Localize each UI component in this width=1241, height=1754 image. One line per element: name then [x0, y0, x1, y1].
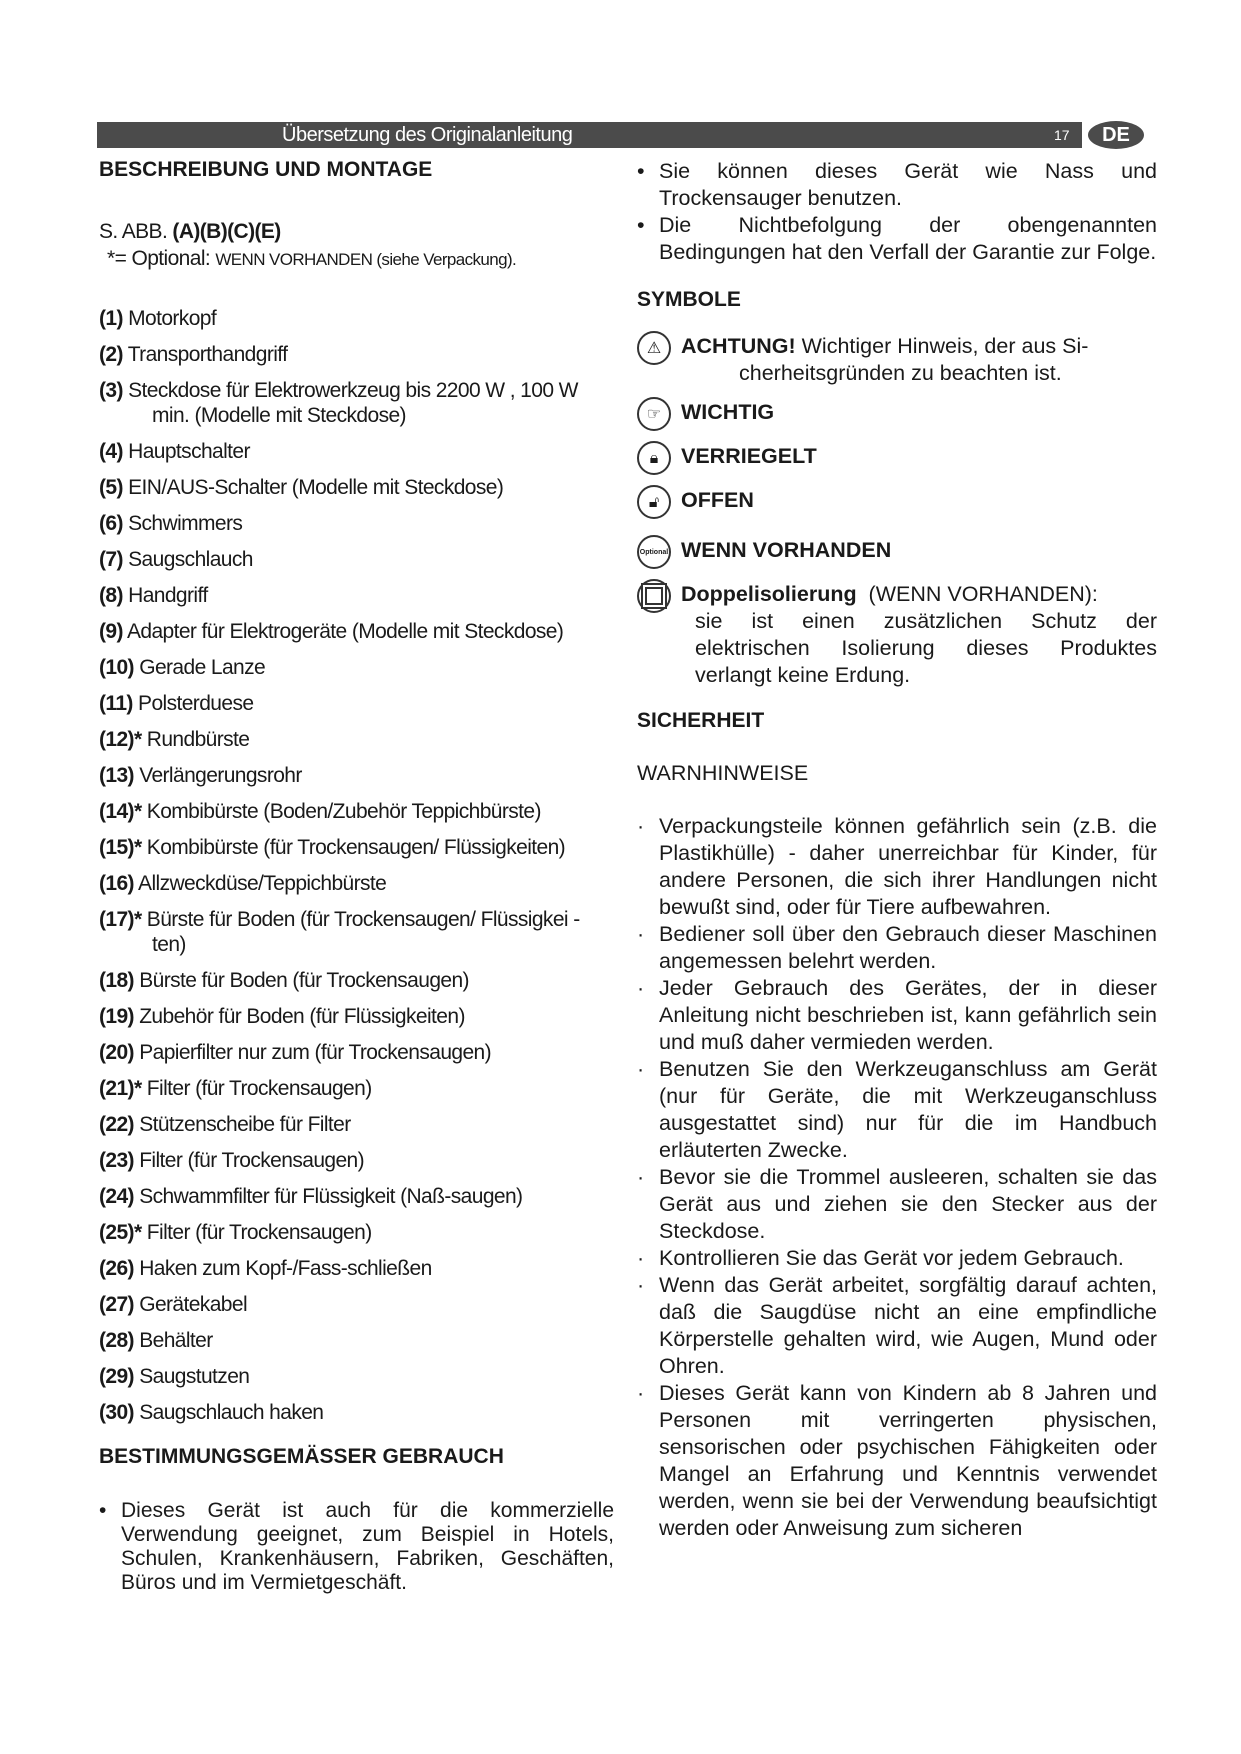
item-label: Schwammfilter für Flüssigkeit (Naß-saugen) — [139, 1185, 523, 1208]
parts-list-item — [99, 727, 614, 752]
item-number: (27) — [99, 1293, 134, 1316]
symbol-label: ACHTUNG! — [681, 334, 796, 358]
warnings-heading: WARNHINWEISE — [637, 761, 809, 785]
symbols-list — [637, 331, 1157, 689]
symbol-wichtig — [637, 397, 1157, 431]
warning-triangle-icon: ⚠ — [637, 331, 671, 365]
item-label: Adapter für Elektrogeräte (Modelle mit Steckdose) — [126, 620, 564, 643]
item-number: (12)* — [99, 728, 142, 751]
item-label: Polsterduese — [138, 692, 254, 715]
parts-list-item — [99, 475, 614, 500]
item-number: (5) — [99, 476, 123, 499]
item-number: (6) — [99, 512, 123, 535]
page-number: 17 — [1054, 127, 1070, 143]
item-label-cont: min. (Modelle mit Steckdose) — [152, 404, 406, 427]
item-label: Saugschlauch haken — [139, 1401, 324, 1424]
parts-list-item — [99, 835, 614, 860]
symbol-verriegelt — [637, 441, 1157, 475]
language-badge: DE — [1088, 121, 1144, 149]
pointing-hand-icon: ☞ — [637, 397, 671, 431]
bullet-text: Dieses Gerät ist auch für die kommerzielle Verwendung geeignet, zum Beispiel in Hotels, Schulen, Krankenhäusern, Fabriken, Geschäften, Büros und im Vermietgeschäft. — [121, 1499, 614, 1594]
symbol-offen — [637, 485, 1157, 519]
warning-text: Jeder Gebrauch des Gerätes, der in dieser Anleitung nicht beschrieben ist, kann gefährlich sein und muß daher vermieden werden. — [659, 976, 1157, 1054]
item-label: EIN/AUS-Schalter (Modelle mit Steckdose) — [128, 476, 504, 499]
warning-text: Wenn das Gerät arbeitet, sorgfältig darauf achten, daß die Saugdüse nicht an eine empfindliche Körperstelle gehalten wird, wie Augen, Mund oder Ohren. — [659, 1273, 1157, 1378]
optional-prefix: *= Optional: — [107, 247, 216, 270]
item-number: (7) — [99, 548, 123, 571]
intro-bullet: • Die Nichtbefolgung der obengenannten Bedingungen hat den Verfall der Garantie zur Folge. — [637, 213, 1157, 264]
warning-text: Dieses Gerät kann von Kindern ab 8 Jahren und Personen mit verringerten physischen, sensorischen oder psychischen Fähigkeiten oder Mangel an Erfahrung und Kenntnis verwendet werden, wenn sie bei der Verwendung beaufsichtigt werden oder Anweisung zum sicheren — [659, 1381, 1157, 1540]
optional-text: WENN VORHANDEN (siehe Verpackung). — [215, 250, 517, 269]
item-label: Verlängerungsrohr — [139, 764, 302, 787]
parts-list-item — [99, 907, 614, 957]
symbol-doppelisolierung — [637, 579, 1157, 689]
item-number: (24) — [99, 1185, 134, 1208]
item-number: (28) — [99, 1329, 134, 1352]
item-label: Papierfilter nur zum (für Trockensaugen) — [139, 1041, 492, 1064]
item-number: (26) — [99, 1257, 134, 1280]
symbol-label: WENN VORHANDEN — [681, 538, 892, 562]
left-column — [99, 158, 614, 1595]
parts-list-item — [99, 1292, 614, 1317]
item-label: Bürste für Boden (für Trockensaugen) — [139, 969, 469, 992]
parts-list-item — [99, 619, 614, 644]
item-label: Rundbürste — [146, 728, 250, 751]
use-bullet: • Dieses Gerät ist auch für die kommerzielle Verwendung geeignet, zum Beispiel in Hotels, Schulen, Krankenhäusern, Fabriken, Geschäften, Büros und im Vermietgeschäft. — [99, 1499, 614, 1594]
item-number: (8) — [99, 584, 123, 607]
parts-list-item — [99, 968, 614, 993]
item-number: (1) — [99, 307, 123, 330]
item-number: (13) — [99, 764, 134, 787]
parts-list-item — [99, 1364, 614, 1389]
item-number: (19) — [99, 1005, 134, 1028]
item-number: (21)* — [99, 1077, 142, 1100]
double-insulation-icon — [637, 579, 671, 613]
parts-list-item — [99, 1400, 614, 1425]
lock-open-icon: 🔓︎ — [637, 485, 671, 519]
ref-figures: (A)(B)(C)(E) — [172, 220, 281, 243]
item-number: (2) — [99, 343, 123, 366]
lock-closed-icon: 🔒︎ — [637, 441, 671, 475]
parts-list-item — [99, 583, 614, 608]
warning-item: · Benutzen Sie den Werkzeuganschluss am Gerät (nur für Geräte, die mit Werkzeuganschluss ausgestattet sind) nur für die im Handbuch erläuterten Zwecke. — [637, 1057, 1157, 1162]
item-label: Schwimmers — [128, 512, 243, 535]
item-number: (11) — [99, 692, 133, 715]
item-number: (4) — [99, 440, 123, 463]
intro-bullets — [637, 158, 1157, 266]
warning-item: · Kontrollieren Sie das Gerät vor jedem Gebrauch. — [637, 1245, 1157, 1272]
warning-text: Bevor sie die Trommel ausleeren, schalten sie das Gerät aus und ziehen sie den Stecker aus der Steckdose. — [659, 1165, 1157, 1243]
parts-list-item — [99, 342, 614, 367]
item-number: (3) — [99, 379, 123, 402]
right-column — [637, 158, 1157, 1542]
parts-list-item — [99, 378, 614, 428]
symbol-achtung — [637, 331, 1157, 387]
item-number: (18) — [99, 969, 134, 992]
parts-list-item — [99, 1076, 614, 1101]
item-number: (20) — [99, 1041, 134, 1064]
item-label: Filter (für Trockensaugen) — [146, 1077, 372, 1100]
item-label: Motorkopf — [128, 307, 217, 330]
warnings-list — [637, 813, 1157, 1542]
parts-list-item — [99, 1184, 614, 1209]
item-label: Kombibürste (Boden/Zubehör Teppichbürste) — [146, 800, 541, 823]
item-label: Filter (für Trockensaugen) — [139, 1149, 365, 1172]
item-label-cont: ten) — [152, 933, 186, 956]
item-number: (16) — [99, 872, 134, 895]
item-number: (15)* — [99, 836, 142, 859]
parts-list-item — [99, 547, 614, 572]
parts-list-item — [99, 1148, 614, 1173]
symbol-label: Doppelisolierung — [681, 582, 857, 606]
parts-list-item — [99, 306, 614, 331]
symbol-label: WICHTIG — [681, 400, 775, 424]
parts-list-item — [99, 655, 614, 680]
item-number: (17)* — [99, 908, 142, 931]
item-number: (30) — [99, 1401, 134, 1424]
section-heading: BESTIMMUNGSGEMÄSSER GEBRAUCH — [99, 1445, 504, 1468]
item-number: (14)* — [99, 800, 142, 823]
warning-item: · Wenn das Gerät arbeitet, sorgfältig darauf achten, daß die Saugdüse nicht an eine empfindliche Körperstelle gehalten wird, wie Augen, Mund oder Ohren. — [637, 1273, 1157, 1378]
parts-list-item — [99, 1004, 614, 1029]
parts-list-item — [99, 763, 614, 788]
figure-reference — [99, 218, 614, 273]
parts-list-item — [99, 439, 614, 464]
header-bar — [97, 122, 1082, 148]
warning-text: Benutzen Sie den Werkzeuganschluss am Gerät (nur für Geräte, die mit Werkzeuganschluss ausgestattet sind) nur für die im Handbuch erläuterten Zwecke. — [659, 1057, 1157, 1162]
item-number: (29) — [99, 1365, 134, 1388]
item-label: Handgriff — [128, 584, 208, 607]
warning-text: Verpackungsteile können gefährlich sein (z.B. die Plastikhülle) - daher unerreichbar für Kinder, für andere Personen, die sich ihrer Handlungen nicht bewußt sind, oder für Tiere aufbewahren. — [659, 814, 1157, 919]
item-number: (9) — [99, 620, 123, 643]
item-label: Gerätekabel — [139, 1293, 248, 1316]
item-label: Hauptschalter — [128, 440, 250, 463]
symbol-text: (WENN VORHANDEN): — [868, 582, 1098, 606]
warning-item: · Bediener soll über den Gebrauch dieser Maschinen angemessen belehrt werden. — [637, 922, 1157, 973]
symbol-label: VERRIEGELT — [681, 444, 817, 468]
parts-list-item — [99, 1256, 614, 1281]
symbol-label: OFFEN — [681, 488, 754, 512]
item-number: (22) — [99, 1113, 134, 1136]
warning-item: · Verpackungsteile können gefährlich sein (z.B. die Plastikhülle) - daher unerreichbar für Kinder, für andere Personen, die sich ihrer Handlungen nicht bewußt sind, oder für Tiere aufbewahren. — [637, 814, 1157, 919]
bullet-text: Sie können dieses Gerät wie Nass und Trockensauger benutzen. — [659, 159, 1157, 210]
optional-icon: Optional — [637, 535, 671, 569]
item-label: Haken zum Kopf-/Fass-schließen — [139, 1257, 432, 1280]
warning-text: Bediener soll über den Gebrauch dieser Maschinen angemessen belehrt werden. — [659, 922, 1157, 973]
parts-list-item — [99, 799, 614, 824]
item-label: Saugschlauch — [128, 548, 253, 571]
parts-list-item — [99, 511, 614, 536]
symbol-optional — [637, 535, 1157, 569]
item-label: Saugstutzen — [139, 1365, 250, 1388]
header-title: Übersetzung des Originalanleitung — [282, 124, 573, 146]
warning-item: · Bevor sie die Trommel ausleeren, schalten sie das Gerät aus und ziehen sie den Stecker aus der Steckdose. — [637, 1165, 1157, 1243]
item-label: Steckdose für Elektrowerkzeug bis 2200 W , 100 W — [128, 379, 578, 402]
item-label: Filter (für Trockensaugen) — [146, 1221, 372, 1244]
parts-list — [99, 306, 614, 1425]
item-label: Transporthandgriff — [127, 343, 288, 366]
section-heading: SICHERHEIT — [637, 709, 765, 732]
section-heading: SYMBOLE — [637, 288, 741, 311]
parts-list-item — [99, 691, 614, 716]
bullet-text: Die Nichtbefolgung der obengenannten Bedingungen hat den Verfall der Garantie zur Folge. — [659, 213, 1157, 264]
parts-list-item — [99, 1220, 614, 1245]
item-number: (25)* — [99, 1221, 142, 1244]
symbol-text: sie ist einen zusätzlichen Schutz der elektrischen Isolierung dieses Produktes verlangt keine Erdung. — [695, 609, 1157, 687]
parts-list-item — [99, 1112, 614, 1137]
intro-bullet: • Sie können dieses Gerät wie Nass und Trockensauger benutzen. — [637, 159, 1157, 210]
item-number: (23) — [99, 1149, 134, 1172]
parts-list-item — [99, 871, 614, 896]
item-label: Behälter — [139, 1329, 213, 1352]
item-label: Stützenscheibe für Filter — [139, 1113, 351, 1136]
warning-item: · Jeder Gebrauch des Gerätes, der in dieser Anleitung nicht beschrieben ist, kann gefährlich sein und muß daher vermieden werden. — [637, 976, 1157, 1054]
warning-item: · Dieses Gerät kann von Kindern ab 8 Jahren und Personen mit verringerten physischen, sensorischen oder psychischen Fähigkeiten oder Mangel an Erfahrung und Kenntnis verwendet werden, wenn sie bei der Verwendung beaufsichtigt werden oder Anweisung zum sicheren — [637, 1381, 1157, 1540]
warning-text: Kontrollieren Sie das Gerät vor jedem Gebrauch. — [659, 1246, 1124, 1270]
item-label: Bürste für Boden (für Trockensaugen/ Flüssigkei - — [146, 908, 580, 931]
item-label: Gerade Lanze — [139, 656, 266, 679]
section-heading: BESCHREIBUNG UND MONTAGE — [99, 158, 433, 181]
symbol-text: Wichtiger Hinweis, der aus Si- — [801, 334, 1089, 358]
item-label: Allzweckdüse/Teppichbürste — [138, 872, 387, 895]
ref-prefix: S. ABB. — [99, 220, 173, 243]
item-label: Zubehör für Boden (für Flüssigkeiten) — [139, 1005, 465, 1028]
parts-list-item — [99, 1040, 614, 1065]
item-number: (10) — [99, 656, 134, 679]
parts-list-item — [99, 1328, 614, 1353]
item-label: Kombibürste (für Trockensaugen/ Flüssigkeiten) — [146, 836, 566, 859]
symbol-text: cherheitsgründen zu beachten ist. — [739, 361, 1062, 385]
